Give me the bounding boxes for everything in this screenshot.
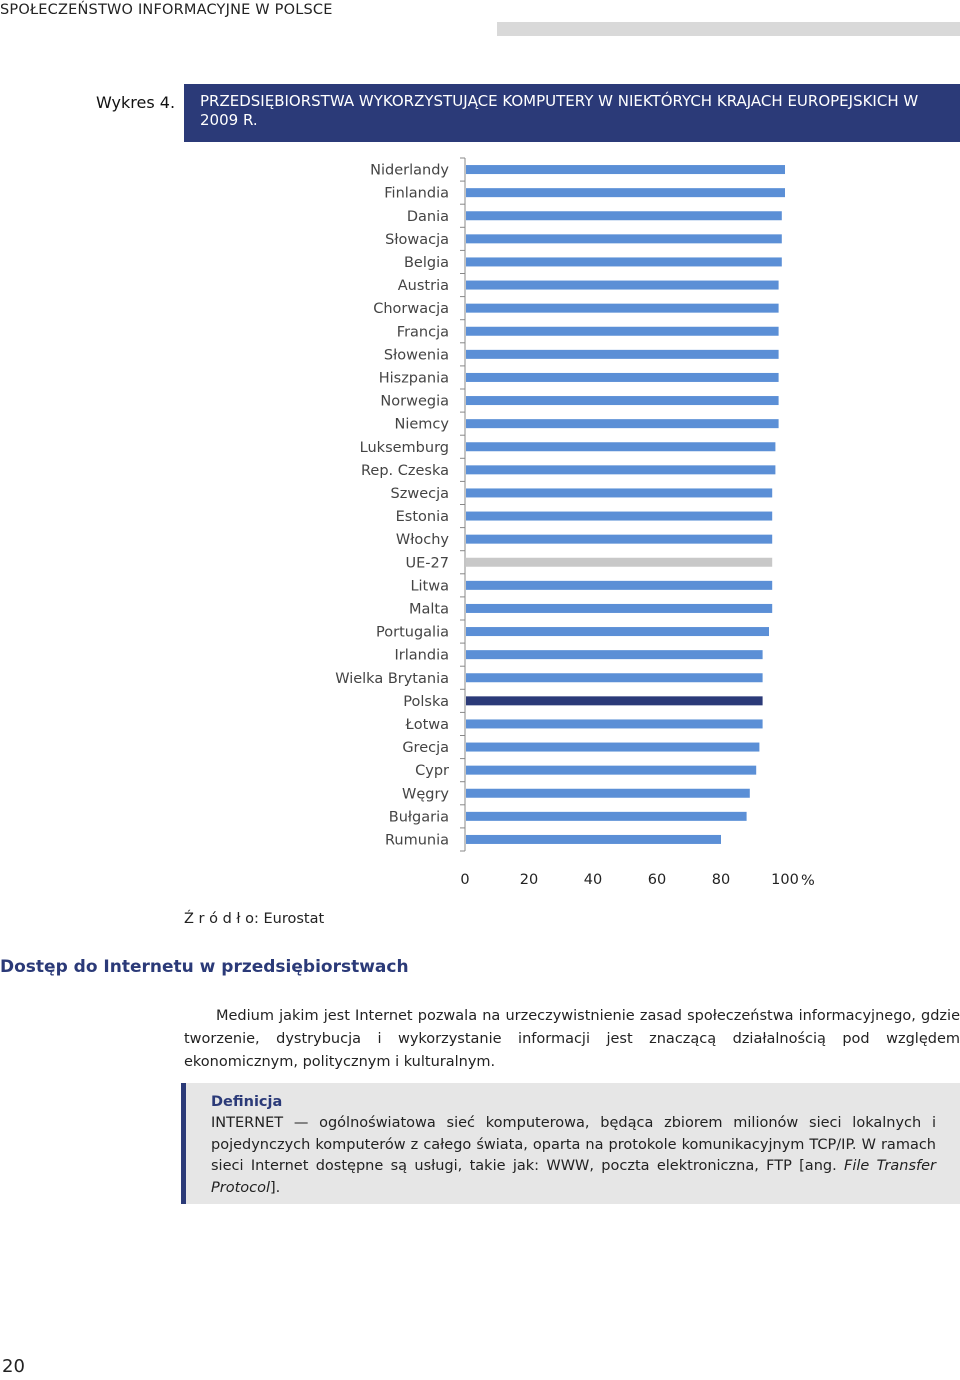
bar bbox=[466, 673, 763, 682]
category-label: Luksemburg bbox=[359, 439, 449, 456]
bar bbox=[466, 719, 763, 728]
category-label: Rumunia bbox=[384, 832, 449, 849]
bar bbox=[466, 627, 769, 636]
bar bbox=[466, 419, 779, 428]
header-decoration-bar bbox=[497, 22, 960, 36]
category-label: Bułgaria bbox=[388, 809, 449, 826]
bar bbox=[466, 234, 782, 243]
bar bbox=[466, 558, 772, 567]
category-label: Portugalia bbox=[376, 624, 449, 641]
bar bbox=[466, 535, 772, 544]
figure-label: Wykres 4. bbox=[96, 93, 176, 112]
category-label: Grecja bbox=[402, 740, 449, 757]
bar bbox=[466, 327, 779, 336]
category-label: Estonia bbox=[395, 509, 449, 526]
definition-text-main: INTERNET — ogólnoświatowa sieć komputerowa, będąca zbiorem milionów sieci lokalnych i pojedynczych komputerów z całego świata, oparta na protokole komunikacyjnym TCP/IP. W ramach sieci Internet dostępne są usługi, takie jak: WWW, poczta elektroniczna, FTP [ang. bbox=[211, 1115, 936, 1174]
definition-text-end: ]. bbox=[270, 1179, 281, 1196]
category-label: Łotwa bbox=[405, 716, 449, 733]
x-tick-label: 80 bbox=[711, 872, 731, 888]
bar bbox=[466, 396, 779, 405]
bar bbox=[466, 835, 721, 844]
category-label: Irlandia bbox=[394, 647, 449, 664]
category-label: UE-27 bbox=[405, 555, 449, 572]
category-label: Litwa bbox=[410, 578, 449, 595]
x-tick-label: 60 bbox=[647, 872, 667, 888]
bar bbox=[466, 465, 775, 474]
section-heading: Dostęp do Internetu w przedsiębiorstwach bbox=[0, 957, 409, 977]
category-label: Norwegia bbox=[380, 393, 449, 410]
category-label: Niderlandy bbox=[370, 162, 449, 179]
category-label: Chorwacja bbox=[373, 301, 449, 318]
category-label: Niemcy bbox=[394, 416, 449, 433]
bar bbox=[466, 304, 779, 313]
category-label: Francja bbox=[396, 324, 449, 341]
body-paragraph: Medium jakim jest Internet pozwala na urzeczywistnienie zasad społeczeństwa informacyjnego, gdzie tworzenie, dystrybucja i wykorzystanie informacji jest znaczącą działalnością pod względem ekonomicznym, politycznym i kulturalnym. bbox=[184, 1008, 960, 1070]
bar bbox=[466, 812, 747, 821]
category-label: Słowacja bbox=[385, 231, 449, 248]
definition-title: Definicja bbox=[211, 1094, 283, 1110]
bar bbox=[466, 604, 772, 613]
bar bbox=[466, 789, 750, 798]
bar bbox=[466, 766, 756, 775]
category-label: Polska bbox=[403, 693, 449, 710]
category-label: Szwecja bbox=[390, 485, 449, 502]
bar bbox=[466, 188, 785, 197]
bar bbox=[466, 165, 785, 174]
bar bbox=[466, 350, 779, 359]
bar bbox=[466, 442, 775, 451]
x-tick-label: 0 bbox=[460, 872, 470, 888]
bar bbox=[466, 211, 782, 220]
bar bbox=[466, 512, 772, 521]
bar bbox=[466, 650, 763, 659]
x-tick-label: 20 bbox=[519, 872, 539, 888]
category-label: Węgry bbox=[401, 786, 449, 803]
x-tick-label: 40 bbox=[583, 872, 603, 888]
category-label: Malta bbox=[409, 601, 449, 618]
category-label: Finlandia bbox=[384, 185, 449, 202]
bar bbox=[466, 581, 772, 590]
bar bbox=[466, 743, 759, 752]
figure-title: PRZEDSIĘBIORSTWA WYKORZYSTUJĄCE KOMPUTERY W NIEKTÓRYCH KRAJACH EUROPEJSKICH W 2009 R. bbox=[200, 92, 919, 129]
bar bbox=[466, 488, 772, 497]
category-label: Słowenia bbox=[383, 347, 449, 364]
figure-source: Ź r ó d ł o: Eurostat bbox=[184, 911, 325, 927]
category-label: Hiszpania bbox=[378, 370, 449, 387]
category-label: Cypr bbox=[415, 763, 449, 780]
x-unit-label: % bbox=[801, 873, 815, 889]
figure-title-box bbox=[184, 84, 960, 142]
bar bbox=[466, 696, 763, 705]
bar-chart bbox=[0, 150, 960, 895]
category-label: Dania bbox=[406, 208, 449, 225]
bar bbox=[466, 281, 779, 290]
category-label: Belgia bbox=[403, 254, 449, 271]
bar bbox=[466, 257, 782, 266]
page-number: 20 bbox=[2, 1356, 25, 1377]
bar bbox=[466, 373, 779, 382]
definition-text bbox=[211, 1113, 936, 1199]
category-label: Wielka Brytania bbox=[335, 670, 449, 687]
category-label: Włochy bbox=[395, 532, 449, 549]
running-header: SPOŁECZEŃSTWO INFORMACYJNE W POLSCE bbox=[0, 2, 333, 18]
x-tick-label: 100 bbox=[771, 872, 799, 888]
definition-box bbox=[181, 1083, 960, 1204]
definition-text-italic: File Transfer Protocol bbox=[211, 1158, 936, 1196]
category-label: Austria bbox=[397, 278, 449, 295]
category-label: Rep. Czeska bbox=[360, 462, 449, 479]
